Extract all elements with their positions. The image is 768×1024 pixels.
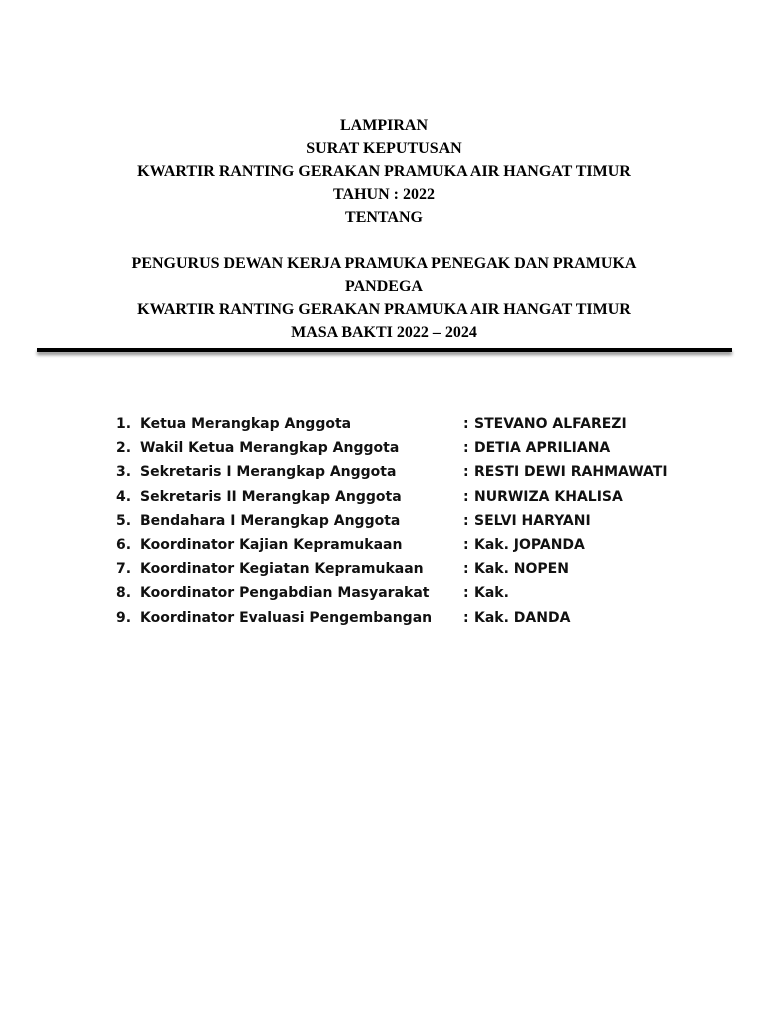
item-number: 5. <box>116 512 132 529</box>
header-year: TAHUN : 2022 <box>333 186 435 203</box>
item-name: Kak. DANDA <box>474 609 571 626</box>
item-name: Kak. <box>474 585 509 602</box>
item-name: Kak. JOPANDA <box>474 536 585 553</box>
item-role: Sekretaris I Merangkap Anggota <box>140 464 397 481</box>
list-item <box>0 412 768 436</box>
header-tentang: TENTANG <box>345 209 423 226</box>
item-name: Kak. NOPEN <box>474 561 569 578</box>
item-separator: : <box>463 464 469 481</box>
item-separator: : <box>463 585 469 602</box>
item-number: 7. <box>116 561 132 578</box>
item-role: Bendahara I Merangkap Anggota <box>140 512 401 529</box>
header-spacer <box>0 229 768 252</box>
header-subject-organization: KWARTIR RANTING GERAKAN PRAMUKA AIR HANGAT TIMUR <box>137 301 631 318</box>
item-number: 8. <box>116 585 132 602</box>
header-service-period: MASA BAKTI 2022 – 2024 <box>291 324 477 341</box>
item-number: 9. <box>116 609 132 626</box>
item-name: SELVI HARYANI <box>474 512 591 529</box>
item-name: RESTI DEWI RAHMAWATI <box>474 464 668 481</box>
item-separator: : <box>463 536 469 553</box>
item-number: 6. <box>116 536 132 553</box>
list-item <box>0 557 768 581</box>
document-header <box>0 114 768 344</box>
item-separator: : <box>463 561 469 578</box>
item-role: Sekretaris II Merangkap Anggota <box>140 488 402 505</box>
item-name: DETIA APRILIANA <box>474 440 611 457</box>
item-role: Koordinator Kajian Kepramukaan <box>140 536 403 553</box>
item-separator: : <box>463 488 469 505</box>
item-name: NURWIZA KHALISA <box>474 488 623 505</box>
item-role: Wakil Ketua Merangkap Anggota <box>140 440 400 457</box>
item-separator: : <box>463 416 469 432</box>
header-subject-line1: PENGURUS DEWAN KERJA PRAMUKA PENEGAK DAN PRAMUKA <box>131 255 637 272</box>
item-role: Koordinator Pengabdian Masyarakat <box>140 585 430 602</box>
header-surat-keputusan: SURAT KEPUTUSAN <box>306 140 462 157</box>
list-item <box>0 581 768 605</box>
header-lampiran: LAMPIRAN <box>340 117 428 134</box>
list-item <box>0 436 768 460</box>
member-list <box>0 412 768 630</box>
item-number: 1. <box>116 416 132 432</box>
item-separator: : <box>463 440 469 457</box>
item-number: 2. <box>116 440 132 457</box>
item-role: Koordinator Kegiatan Kepramukaan <box>140 561 424 578</box>
list-item <box>0 509 768 533</box>
header-subject-line2: PANDEGA <box>345 278 423 295</box>
header-divider <box>37 348 732 352</box>
item-separator: : <box>463 512 469 529</box>
item-role: Ketua Merangkap Anggota <box>140 416 352 432</box>
item-number: 3. <box>116 464 132 481</box>
list-item <box>0 460 768 484</box>
item-name: STEVANO ALFAREZI <box>474 416 627 432</box>
item-role: Koordinator Evaluasi Pengembangan <box>140 609 433 626</box>
item-number: 4. <box>116 488 132 505</box>
list-item <box>0 485 768 509</box>
item-separator: : <box>463 609 469 626</box>
header-organization: KWARTIR RANTING GERAKAN PRAMUKA AIR HANGAT TIMUR <box>137 163 631 180</box>
list-item <box>0 533 768 557</box>
list-item <box>0 606 768 630</box>
